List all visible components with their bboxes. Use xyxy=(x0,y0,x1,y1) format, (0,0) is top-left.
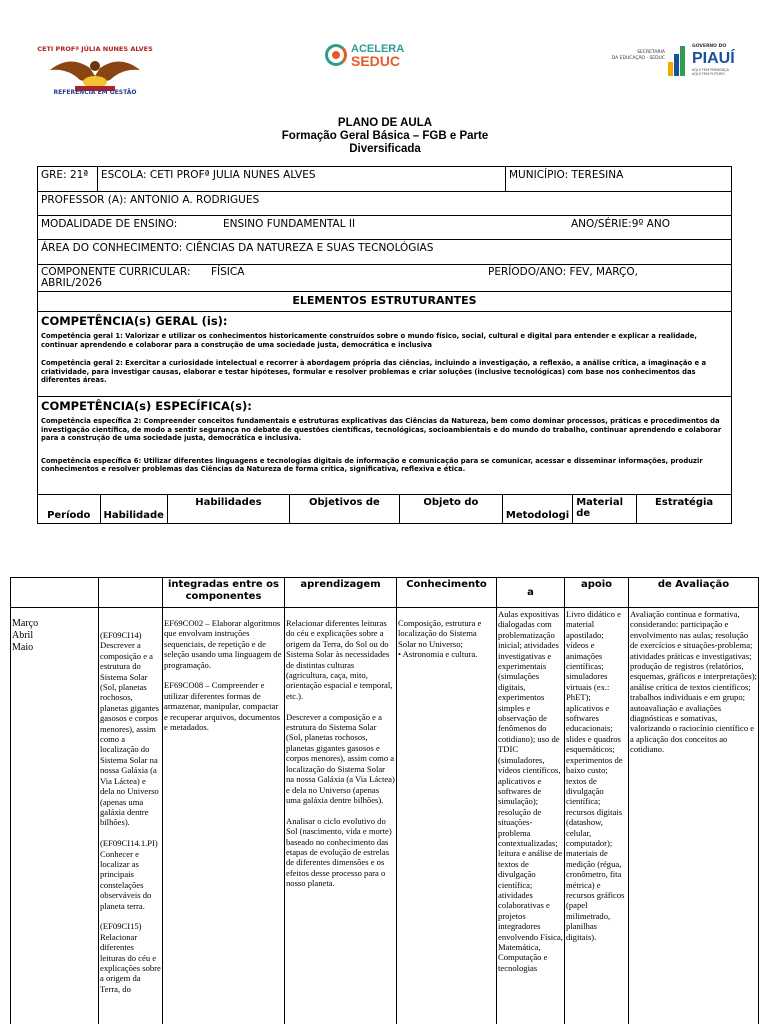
hdr-estrategia: Estratégia xyxy=(655,497,714,508)
competencia-especifica-6: Competência específica 6: Utilizar diferentes linguagens e tecnologias digitais de informação e comunicação para se comunicar, acessar e disseminar informações, produzir conhecimentos e resolver problemas das Ciências da Natureza de forma crítica, significativa, reflexiva e ética. xyxy=(41,456,703,473)
hdr-material: Material de xyxy=(573,495,637,523)
modalidade-cell xyxy=(38,216,732,240)
periodo-ano-cont: ABRIL/2026 xyxy=(41,277,102,289)
piaui-name: PIAUÍ xyxy=(692,50,735,67)
cell-periodo: Março Abril Maio xyxy=(11,608,99,1024)
componente-cell xyxy=(38,265,732,292)
table-row xyxy=(11,608,759,1024)
ceti-logo xyxy=(30,40,160,100)
hdr2-apoio: apoio xyxy=(565,578,629,608)
seduc-word: SEDUC xyxy=(351,53,401,69)
hdr-periodo: Período xyxy=(38,495,100,523)
hdr2-metodologia-end: a xyxy=(497,578,565,608)
ceti-logo-motto: CETI PROFª JÚLIA NUNES ALVES xyxy=(37,45,153,53)
hdr2-conhecimento: Conhecimento xyxy=(397,578,497,608)
componente-label: COMPONENTE CURRICULAR: xyxy=(41,266,191,278)
secretaria-line1: SECRETARIA xyxy=(637,50,665,55)
cell-metodologia: Aulas expositivas dialogadas com problematização inicial; atividades investigativas e experimentais (simulações digitais, experimentos simples e observação de fenômenos do cotidiano); uso de TDIC (simuladores, vídeos científicos, aplicativos e softwares de simulação); resolução de situações-problema contextualizadas; leitura e análise de textos de divulgação científica; atividades colaborativas e projetos integradores envolvendo Física, Matemática, Computação e tecnologias xyxy=(497,608,565,1024)
cell-estrategia: Avaliação contínua e formativa, considerando: participação e envolvimento nas aulas; resolução de exercícios e situações-problema; atividades práticas e investigativas; produção de registros (relatórios, esquemas, gráficos e interpretações); análise crítica de textos científicos; trabalhos individuais e em grupo; autoavaliação e avaliações diagnósticas e somativas, valorizando o raciocínio científico e a aplicação dos conceitos ao cotidiano. xyxy=(629,608,759,1024)
header-row-page1 xyxy=(38,495,732,524)
governo-piaui-logo xyxy=(668,40,738,80)
info-table xyxy=(37,166,732,524)
cell-objetivos: Relacionar diferentes leituras do céu e explicações sobre a origem da Terra, do Sol ou do Sistema Solar às necessidades de distintas culturas (agricultura, caça, mito, orientação espacial e temporal, etc.). Descrever a composição e a estrutura do Sistema Solar (Sol, planetas rochosos, planetas gigantes gasosos e corpos menores), assim como a localização do Sistema Solar na nossa Galáxia (a Via Láctea) e dela no Universo (apenas uma galáxia dentre bilhões). Analisar o ciclo evolutivo do Sol (nascimento, vida e morte) baseado no conhecimento das etapas de evolução de estrelas de diferentes dimensões e os efeitos desse processo para o nosso planeta. xyxy=(285,608,397,1024)
hdr-habilidades: Habilidades xyxy=(167,495,289,523)
competencias-gerais-title: COMPETÊNCIA(s) GERAL (is): xyxy=(41,314,228,328)
title-line3: Diversificada xyxy=(349,143,421,155)
hdr-metodologia: Metodologi xyxy=(502,495,572,523)
title-line1: PLANO DE AULA xyxy=(337,117,433,129)
cell-objeto: Composição, estrutura e localização do Sistema Solar no Universo; • Astronomia e cultura. xyxy=(397,608,497,1024)
componente-value: FÍSICA xyxy=(211,266,245,278)
acelera-swirl-icon xyxy=(325,44,347,66)
competencia-geral-2: Competência geral 2: Exercitar a curiosidade intelectual e recorrer à abordagem própria das ciências, incluindo a investigação, a reflexão, a análise crítica, a imaginação e a criatividade, para investigar causas, elaborar e testar hipóteses, formular e resolver problemas e criar soluções (inclusive tecnológicas) com base nos conhecimentos das diferentes áreas. xyxy=(41,359,707,384)
municipio-cell: MUNICÍPIO: TERESINA xyxy=(506,167,732,192)
secretaria-logo xyxy=(590,50,665,74)
acelera-seduc-logo xyxy=(325,40,425,70)
cell-habilidade: (EF09CI14) Descrever a composição e a estrutura do Sistema Solar (Sol, planetas rochosos, planetas gigantes gasosos e corpos menores), assim como a localização do Sistema Solar na nossa Galáxia (a Via Láctea) e dela no Universo (apenas uma galáxia dentre bilhões). (EF09CI14.1.PI) Conhecer e localizar as principais constelações observáveis do planeta terra. (EF09CI15) Relacionar diferentes leituras do céu e explicações sobre a origem da Terra, do xyxy=(99,608,163,1024)
area-cell: ÁREA DO CONHECIMENTO: CIÊNCIAS DA NATUREZA E SUAS TECNOLÓGIAS xyxy=(38,240,732,265)
hdr-objeto: Objeto do xyxy=(399,495,502,523)
competencias-especificas-title: COMPETÊNCIA(s) ESPECÍFICA(s): xyxy=(41,399,252,413)
hdr2-avaliacao: de Avaliação xyxy=(629,578,759,608)
cell-material: Livro didático e material apostilado; vídeos e animações científicas; simuladores virtuais (ex.: PhET); aplicativos e softwares educacionais; slides e quadros esquemáticos; experimentos de baixo custo; textos de divulgação científica; recursos digitais (datashow, celular, computador); materiais de medição (régua, cronômetro, fita métrica) e recursos gráficos (papel milimetrado, planilhas digitais). xyxy=(565,608,629,1024)
piaui-sub: AQUI TEM PRESENÇA AQUI TEM FUTURO xyxy=(692,68,729,76)
header-row-page2 xyxy=(11,578,759,608)
hdr-habilidade: Habilidade xyxy=(100,495,167,523)
escola-cell: ESCOLA: CETI PROFª JULIA NUNES ALVES xyxy=(98,167,506,192)
cell-habilidades-integradas: EF69CO02 – Elaborar algoritmos que envolvam instruções sequenciais, de repetição e de seleção usando uma linguagem de programação. EF69CO08 – Compreender e utilizar diferentes formas de armazenar, manipular, compactar e recuperar arquivos, documentos e metadados. xyxy=(163,608,285,1024)
lesson-plan-table xyxy=(10,577,759,1024)
gre-cell: GRE: 21ª xyxy=(38,167,98,192)
ceti-logo-tagline: REFERÊNCIA EM GESTÃO xyxy=(53,89,137,96)
periodo-ano: PERÍODO/ANO: FEV, MARÇO, xyxy=(488,266,638,278)
modalidade-value: ENSINO FUNDAMENTAL II xyxy=(223,218,356,230)
hdr2-integradas: integradas entre os componentes xyxy=(163,578,285,608)
title-line2: Formação Geral Básica – FGB e Parte xyxy=(281,130,489,142)
secretaria-line2: DA EDUCAÇÃO · SEDUC xyxy=(611,56,665,61)
document-title xyxy=(240,117,530,156)
elementos-estruturantes: ELEMENTOS ESTRUTURANTES xyxy=(38,292,732,312)
hdr-objetivos: Objetivos de xyxy=(289,495,399,523)
hdr2-aprendizagem: aprendizagem xyxy=(285,578,397,608)
hdr2-col2 xyxy=(99,578,163,608)
competencias-especificas-cell xyxy=(38,397,732,495)
modalidade-label: MODALIDADE DE ENSINO: xyxy=(41,218,178,230)
competencia-especifica-2: Competência específica 2: Compreender conceitos fundamentais e estruturas explicativas das Ciências da Natureza, bem como dominar processos, práticas e procedimentos da investigação científica, de modo a sentir segurança no debate de questões científicas, tecnológicas, socioambientais e do mundo do trabalho, continuar aprendendo e colaborar para a construção de uma sociedade justa, democrática e inclusiva. xyxy=(41,417,722,442)
acelera-word: ACELERA xyxy=(351,43,405,55)
ano-serie: ANO/SÉRIE:9º ANO xyxy=(571,218,670,230)
competencia-geral-1: Competência geral 1: Valorizar e utilizar os conhecimentos historicamente construídos sobre o mundo físico, social, cultural e digital para entender e explicar a realidade, continuar aprendendo e colaborar para a construção de uma sociedade justa, democrática e inclusiva xyxy=(41,332,697,349)
competencias-gerais-cell xyxy=(38,312,732,397)
hdr2-col1 xyxy=(11,578,99,608)
professor-cell: PROFESSOR (A): ANTONIO A. RODRIGUES xyxy=(38,192,732,216)
piaui-gov-label: GOVERNO DO xyxy=(692,44,727,49)
piaui-bars-icon xyxy=(668,44,688,76)
